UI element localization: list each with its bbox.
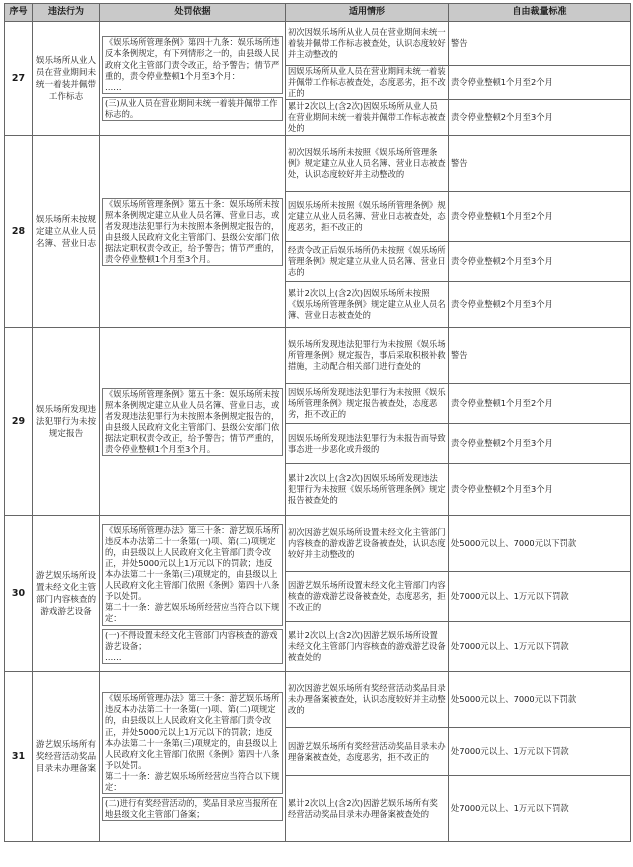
header-no: 序号 bbox=[5, 4, 33, 22]
table-row bbox=[5, 136, 631, 192]
situation-cell: 因娱乐场所发现违法犯罪行为未按照《娱乐场所管理条例》规定报告被查处，态度恶劣，拒不改正的 bbox=[286, 384, 449, 424]
basis-text: 第二十一条：游艺娱乐场所经营应当符合以下规定： bbox=[105, 770, 280, 793]
basis-main-box bbox=[102, 692, 283, 794]
situation-cell: 累计2次以上(含2次)因游艺娱乐场所有奖经营活动奖品目录未办理备案被查处的 bbox=[286, 776, 449, 842]
basis-main-box bbox=[102, 36, 283, 93]
discretion-standard-cell: 处7000元以上、1万元以下罚款 bbox=[449, 572, 631, 622]
basis-text: 第二十一条：游艺娱乐场所经营应当符合以下规定： bbox=[105, 602, 280, 624]
discretion-standard-cell: 处5000元以上、7000元以下罚款 bbox=[449, 516, 631, 572]
situation-cell: 累计2次以上(含2次)因娱乐场所发现违法犯罪行为未按照《娱乐场所管理条例》规定报告被查处的 bbox=[286, 464, 449, 516]
discretion-standard-cell: 警告 bbox=[449, 136, 631, 192]
situation-cell: 因娱乐场所发现违法犯罪行为未报告而导致事态进一步恶化或升级的 bbox=[286, 424, 449, 464]
discretion-standard-cell: 责令停业整顿2个月至3个月 bbox=[449, 424, 631, 464]
discretion-standard-cell: 责令停业整顿1个月至2个月 bbox=[449, 66, 631, 100]
discretion-standard-cell: 处7000元以上、1万元以下罚款 bbox=[449, 776, 631, 842]
discretion-standard-cell: 责令停业整顿1个月至2个月 bbox=[449, 384, 631, 424]
penalty-basis-cell bbox=[100, 136, 286, 328]
table-row bbox=[5, 22, 631, 66]
situation-cell: 初次因游艺娱乐场所有奖经营活动奖品目录未办理备案被查处，认识态度较好并主动整改的 bbox=[286, 672, 449, 728]
violation-cell: 娱乐场所从业人员在营业期间未统一着装并佩带工作标志 bbox=[33, 22, 100, 136]
situation-cell: 累计2次以上(含2次)因娱乐场所未按照《娱乐场所管理条例》规定建立从业人员名簿、营业日志被查处的 bbox=[286, 282, 449, 328]
basis-sub-box bbox=[102, 629, 283, 664]
table-body bbox=[5, 22, 631, 842]
discretion-standard-cell: 处7000元以上、1万元以下罚款 bbox=[449, 728, 631, 776]
discretion-standard-cell: 处5000元以上、7000元以下罚款 bbox=[449, 672, 631, 728]
table-row bbox=[5, 672, 631, 728]
basis-text: 《娱乐场所管理条例》第四十九条：娱乐场所违反本条例规定，有下列情形之一的，由县级人民政府文化主管部门责令改正，给予警告；情节严重的，责令停业整顿1个月至3个月： bbox=[105, 37, 280, 81]
basis-sub-box bbox=[102, 97, 283, 121]
row-number: 31 bbox=[5, 672, 33, 842]
discretion-standard-cell: 责令停业整顿2个月至3个月 bbox=[449, 242, 631, 282]
row-number: 29 bbox=[5, 328, 33, 516]
basis-main-box bbox=[102, 388, 283, 457]
violation-cell: 游艺娱乐场所有奖经营活动奖品目录未办理备案 bbox=[33, 672, 100, 842]
situation-cell: 因娱乐场所未按照《娱乐场所管理条例》规定建立从业人员名簿、营业日志被查处，态度恶劣，拒不改正的 bbox=[286, 192, 449, 242]
situation-cell: 累计2次以上(含2次)因游艺娱乐场所设置未经文化主管部门内容核查的游戏游艺设备被查处的 bbox=[286, 622, 449, 672]
situation-cell: 因游艺娱乐场所有奖经营活动奖品目录未办理备案被查处，态度恶劣，拒不改正的 bbox=[286, 728, 449, 776]
penalty-basis-cell bbox=[100, 516, 286, 672]
situation-cell: 因游艺娱乐场所设置未经文化主管部门内容核查的游戏游艺设备被查处，态度恶劣，拒不改正的 bbox=[286, 572, 449, 622]
situation-cell: 初次因娱乐场所从业人员在营业期间未统一着装并佩带工作标志被查处，认识态度较好并主动整改的 bbox=[286, 22, 449, 66]
violation-cell: 娱乐场所未按规定建立从业人员名簿、营业日志 bbox=[33, 136, 100, 328]
discretion-standard-cell: 处7000元以上、1万元以下罚款 bbox=[449, 622, 631, 672]
situation-cell: 因娱乐场所从业人员在营业期间未统一着装并佩带工作标志被查处，态度恶劣，拒不改正的 bbox=[286, 66, 449, 100]
table-header-row bbox=[5, 4, 631, 22]
basis-main-box bbox=[102, 524, 283, 626]
header-standard: 自由裁量标准 bbox=[449, 4, 631, 22]
situation-cell: 初次因游艺娱乐场所设置未经文化主管部门内容核查的游戏游艺设备被查处，认识态度较好并主动整改的 bbox=[286, 516, 449, 572]
header-situation: 适用情形 bbox=[286, 4, 449, 22]
row-number: 28 bbox=[5, 136, 33, 328]
discretion-standard-cell: 责令停业整顿2个月至3个月 bbox=[449, 464, 631, 516]
header-basis: 处罚依据 bbox=[100, 4, 286, 22]
situation-cell: 累计2次以上(含2次)因娱乐场所从业人员在营业期间未统一着装并佩带工作标志被查处的 bbox=[286, 100, 449, 136]
basis-item-text: (三)从业人员在营业期间未统一着装并佩带工作标志的。 bbox=[105, 97, 278, 119]
basis-main-box bbox=[102, 198, 283, 267]
situation-cell: 初次因娱乐场所未按照《娱乐场所管理条例》规定建立从业人员名簿、营业日志被查处，认识态度较好并主动整改的 bbox=[286, 136, 449, 192]
basis-item-text: …… bbox=[105, 651, 122, 662]
discretion-standards-table bbox=[4, 3, 631, 842]
penalty-basis-cell bbox=[100, 328, 286, 516]
table-row bbox=[5, 516, 631, 572]
row-number: 30 bbox=[5, 516, 33, 672]
discretion-standard-cell: 责令停业整顿2个月至3个月 bbox=[449, 282, 631, 328]
violation-cell: 游艺娱乐场所设置未经文化主管部门内容核查的游戏游艺设备 bbox=[33, 516, 100, 672]
basis-text: 《娱乐场所管理办法》第三十条：游艺娱乐场所违反本办法第二十一条第(一)项、第(二)项规定的，由县级以上人民政府文化主管部门责令改正，并处5000元以上1万元以下的罚款；违反本办法第二十一条第(三)项规定的，由县级以上人民政府文化主管部门依照《条例》第四十八条予以处罚。 bbox=[105, 524, 280, 602]
discretion-standard-cell: 警告 bbox=[449, 328, 631, 384]
basis-text: 《娱乐场所管理条例》第五十条：娱乐场所未按照本条例规定建立从业人员名簿、营业日志，或者发现违法犯罪行为未按照本条例规定报告的，由县级人民政府文化主管部门、县级公安部门依据法定职权责令改正，给予警告；情节严重的，责令停业整顿1个月至3个月。 bbox=[105, 388, 280, 454]
discretion-standard-cell: 警告 bbox=[449, 22, 631, 66]
basis-sub-box bbox=[102, 797, 283, 821]
discretion-standard-cell: 责令停业整顿1个月至2个月 bbox=[449, 192, 631, 242]
situation-cell: 娱乐场所发现违法犯罪行为未按照《娱乐场所管理条例》规定报告，事后采取积极补救措施，主动配合相关部门进行查处的 bbox=[286, 328, 449, 384]
basis-text: 《娱乐场所管理办法》第三十条：游艺娱乐场所违反本办法第二十一条第(一)项、第(二)项规定的，由县级以上人民政府文化主管部门责令改正，并处5000元以上1万元以下的罚款；违反本办法第二十一条第(三)项规定的，由县级以上人民政府文化主管部门依照《条例》第四十八条予以处罚。 bbox=[105, 693, 280, 770]
header-violation: 违法行为 bbox=[33, 4, 100, 22]
row-number: 27 bbox=[5, 22, 33, 136]
discretion-standard-cell: 责令停业整顿2个月至3个月 bbox=[449, 100, 631, 136]
situation-cell: 经责令改正后娱乐场所仍未按照《娱乐场所管理条例》规定建立从业人员名簿、营业日志的 bbox=[286, 242, 449, 282]
penalty-basis-cell bbox=[100, 672, 286, 842]
basis-item-text: (一)不得设置未经文化主管部门内容核查的游戏游艺设备； bbox=[105, 629, 278, 651]
basis-item-text: (二)进行有奖经营活动的，奖品目录应当报所在地县级文化主管部门备案； bbox=[105, 798, 278, 820]
basis-text: 《娱乐场所管理条例》第五十条：娱乐场所未按照本条例规定建立从业人员名簿、营业日志，或者发现违法犯罪行为未按照本条例规定报告的，由县级人民政府文化主管部门、县级公安部门依据法定职权责令改正，给予警告；情节严重的，责令停业整顿1个月至3个月。 bbox=[105, 198, 280, 264]
table-row bbox=[5, 328, 631, 384]
violation-cell: 娱乐场所发现违法犯罪行为未按规定报告 bbox=[33, 328, 100, 516]
penalty-basis-cell bbox=[100, 22, 286, 136]
basis-text: …… bbox=[105, 81, 122, 92]
